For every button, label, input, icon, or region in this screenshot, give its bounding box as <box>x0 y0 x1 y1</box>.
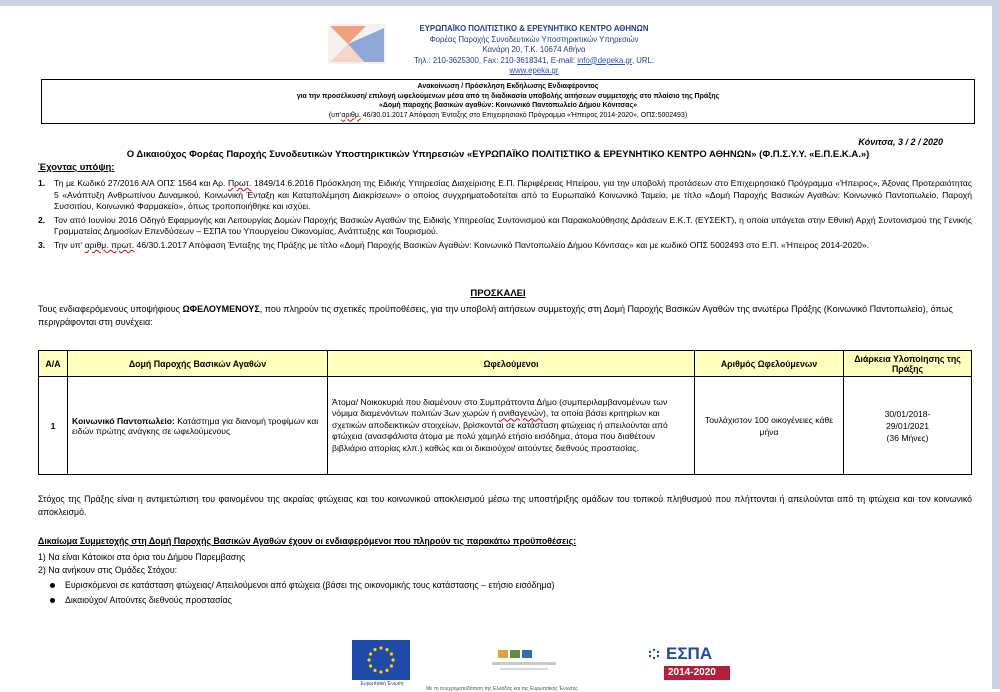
org-header <box>394 24 674 77</box>
list-item: 2. Τον από Ιουνίου 2016 Οδηγό Εφαρμογής και Λειτουργίας Δομών Παροχής Βασικών Αγαθών της Ειδικής Υπηρεσίας Συντονισμού και Παρακολούθησης Δράσεων Ε.Κ.Τ. (ΕΥΣΕΚΤ), η οποία υπάγεται στην Εθνική Αρχή Συντονισμού της Γενικής Γραμματείας Δημοσίων Επενδύσεων – ΕΣΠΑ του Υπουργείου Οικονομίας, Ανάπτυξης και Τουρισμού. <box>38 214 972 237</box>
row-number: 1 <box>39 377 68 475</box>
announcement-line-2: για την προσέλκυση/ επιλογή ωφελούμενων μέσα από τη διαδικασία υποβολής αιτήσεων συμμετοχής στο πλαίσιο της Πράξης <box>296 92 720 100</box>
phone-line: Τηλ.: 210-3625300, Fax: 210-3618341, E-mail: <box>413 55 576 65</box>
org-contact <box>394 56 674 77</box>
espa-label: ΕΣΠΑ <box>666 644 713 663</box>
duration-cell: 30/01/2018- 29/01/2021 (36 Μήνες) <box>844 377 972 475</box>
having-title: Έχοντας υπόψη: <box>38 162 115 173</box>
table-header: Ωφελούμενοι <box>328 351 695 377</box>
goal-paragraph: Στόχος της Πράξης είναι η αντιμετώπιση του φαινομένου της ακραίας φτώχειας και του κοινωνικού αποκλεισμού μέσω της υποστήριξης ομάδων του τοπικού πληθυσμού που πλήττονται ή απειλούνται από τη φτώχεια και τον κοινωνικό αποκλεισμό. <box>38 494 972 517</box>
beneficiary-count-cell: Τουλάχιστον 100 οικογένειες κάθε μήνα <box>695 377 844 475</box>
espa-logo <box>642 642 732 682</box>
prosklisi-title: ΠΡΟΣΚΑΛΕΙ <box>470 288 526 299</box>
window-frame-right <box>992 0 1000 689</box>
table-header: Δομή Παροχής Βασικών Αγαθών <box>68 351 328 377</box>
org-name: ΕΥΡΩΠΑΪΚΟ ΠΟΛΙΤΙΣΤΙΚΟ & ΕΡΕΥΝΗΤΙΚΟ ΚΕΝΤΡΟ ΑΘΗΝΩΝ <box>419 24 649 33</box>
footer-note: Με τη συγχρηματοδότηση της Ελλάδας και της Ευρωπαϊκής Ένωσης <box>426 686 578 692</box>
url-label: , URL: <box>631 55 655 65</box>
org-logo <box>328 24 386 64</box>
declaration: Ο Δικαιούχος Φορέας Παροχής Συνοδευτικών Υποστηρικτικών Υπηρεσιών «ΕΥΡΩΠΑΪΚΟ ΠΟΛΙΤΙΣΤΙΚΟ & ΕΡΕΥΝΗΤΙΚΟ ΚΕΝΤΡΟ ΑΘΗΝΩΝ» (Φ.Π.Σ.Υ.Υ. «Ε.Π.Ε.Κ.Α.») <box>126 149 870 160</box>
org-subtitle: Φορέας Παροχής Συνοδευτικών Υποστηρικτικών Υπηρεσιών <box>429 34 639 44</box>
announcement-box <box>41 79 975 124</box>
document-page <box>6 6 990 692</box>
epirus-region-logo <box>484 646 564 678</box>
list-item: 3. Την υπ’ αριθμ. πρωτ. 46/30.1.2017 Απόφαση Ένταξης της Πράξης με τίτλο «Δομή Παροχής Βασικών Αγαθών: Κοινωνικό Παντοπωλείο Δήμου Κόνιτσας» και με κωδικό ΟΠΣ 5002493 στο Ε.Π. «Ήπειρος 2014-2020». <box>38 239 870 250</box>
condition-1: 1) Να είναι Κάτοικοι στα όρια του Δήμου Παρεμβασης <box>38 552 246 562</box>
intro-paragraph: Τους ενδιαφερόμενους υποψήφιους ΩΦΕΛΟΥΜΕΝΟΥΣ, που πληρούν τις σχετικές προϋποθέσεις, για την υποβολή αιτήσεων συμμετοχής στη Δομή Παροχής Βασικών Αγαθών της ανωτέρω Πράξης (Κοινωνικό Παντοπωλείο), όπως περιγράφονται στη συνέχεια: <box>38 304 953 327</box>
rights-title: Δικαίωμα Συμμετοχής στη Δομή Παροχής Βασικών Αγαθών έχουν οι ενδιαφερόμενοι που πληρούν τις παρακάτω προϋποθέσεις: <box>38 536 577 546</box>
announcement-line-3: «Δομή παροχής βασικών αγαθών: Κοινωνικό Παντοπωλείο Δήμου Κόνιτσας» <box>378 102 638 109</box>
table-row <box>39 377 972 475</box>
condition-2: 2) Να ανήκουν στις Ομάδες Στόχου: <box>38 565 178 575</box>
announcement-line-1: Ανακοίνωση / Πρόσκληση Εκδήλωσης Ενδιαφέροντος <box>417 83 599 90</box>
beneficiaries-table <box>38 350 972 475</box>
eu-flag-logo <box>352 640 410 680</box>
beneficiaries-cell: Άτομα/ Νοικοκυριά που διαμένουν στο Συμπράττοντα Δήμο (συμπεριλαμβανομένων των νόμιμα διαμενόντων πολιτών 3ων χωρών ή ανιθαγενών), τα οποία βάσει κριτηρίων και σχετικών αποδεικτικών στοιχείων, βρίσκονται σε κατάσταση φτώχειας ή απειλούνται από φτώχεια (ανασφάλιστα άτομα με πολύ χαμηλό ετήσιο εισόδημα, άτομα που διαθέτουν βιβλιάριο απορίας κλπ.) καθώς και οι δικαιούχοι/ αιτούντες διεθνούς προστασίας. <box>328 377 695 475</box>
document-date: Κόνιτσα, 3 / 2 / 2020 <box>858 137 943 147</box>
structure-cell: Κοινωνικό Παντοπωλείο: Κατάστημα για διανομή τροφίμων και ειδών πρώτης ανάγκης σε ωφελούμενους <box>68 377 328 475</box>
table-header: Διάρκεια Υλοποίησης της Πράξης <box>844 351 972 377</box>
bullet-item: Δικαιούχοι/ Αιτούντες διεθνούς προστασίας <box>50 594 232 606</box>
org-address: Κανάρη 20, Τ.Κ. 10674 Αθήνα <box>482 45 586 54</box>
announcement-line-4: (υπ’αριθμ. 46/30.01.2017 Απόφαση Ένταξης στο Επιχειρησιακό Πρόγραμμα «Ήπειρος 2014-2020», ΟΠΣ:5002493) <box>328 111 688 119</box>
website-link[interactable]: www.epeka.gr <box>509 66 559 75</box>
espa-years: 2014-2020 <box>668 667 716 678</box>
table-header: Αριθμός Ωφελούμενων <box>695 351 844 377</box>
list-item: 1. Τη με Κωδικό 27/2016 Α/Α ΟΠΣ 1564 και Αρ. Πρωτ. 1849/14.6.2016 Πρόσκληση της Ειδικής Υπηρεσίας Διαχείρισης Ε.Π. Περιφέρειας Ηπείρου, για την υποβολή προτάσεων στο Επιχειρησιακό Πρόγραμμα «Ήπειρος», Άξονας Προτεραιότητας 5 «Ανάπτυξη Ανθρωπίνου Δυναμικού, Κοινωνική Ένταξη και Καταπολέμηση Διακρίσεων» ο οποίος συγχρηματοδοτείται από το Ευρωπαϊκό Κοινωνικό Ταμείο, με τίτλο «Δομή Παροχής Βασικών Αγαθών: Κοινωνικό Παντοπωλείο, Παροχή Συσσιτίου, Κοινωνικό Φαρμακείο», όπως τροποποιήθηκε και ισχύει. <box>38 178 972 212</box>
bullet-item: Ευρισκόμενοι σε κατάσταση φτώχειας/ Απειλούμενοι από φτώχεια (βάσει της οικονομικής τους κατάστασης – ετήσιο εισόδημα) <box>50 579 555 591</box>
eu-caption: Ευρωπαϊκή Ένωση <box>360 681 404 687</box>
considerations-list <box>38 178 972 254</box>
email-link[interactable]: info@depeka.gr <box>577 55 632 65</box>
table-header: Α/Α <box>39 351 68 377</box>
